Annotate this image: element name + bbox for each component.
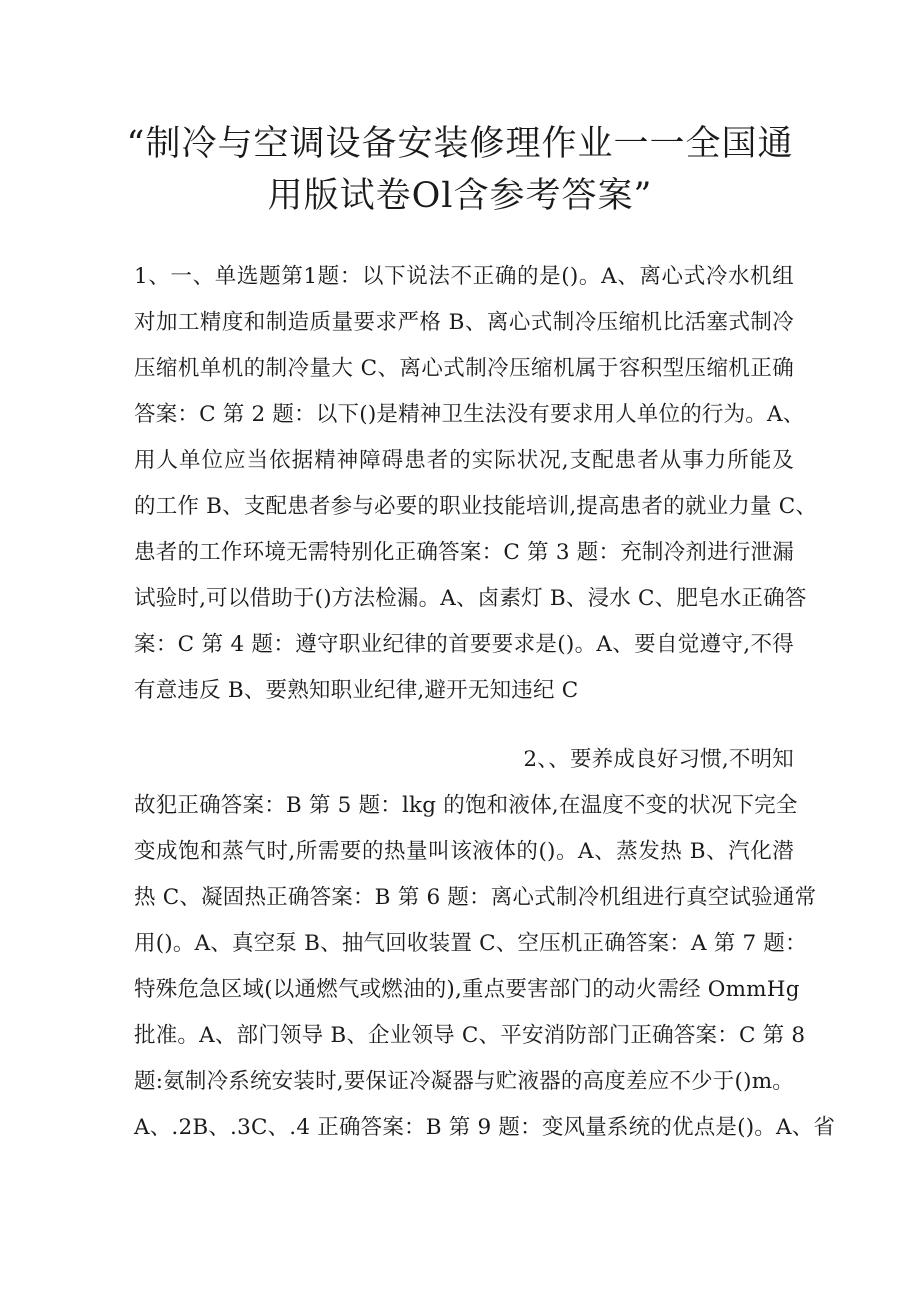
body-line: 用人单位应当依据精神障碍患者的实际状况,支配患者从事力所能及 [134, 448, 794, 473]
body-line: 对加工精度和制造质量要求严格 B、离心式制冷压缩机比活塞式制冷 [134, 310, 794, 335]
body-line: 批准。A、部门领导 B、企业领导 C、平安消防部门正确答案：C 第 8 [134, 1023, 806, 1048]
body-line: 的工作 B、支配患者参与必要的职业技能培训,提高患者的就业力量 C、 [134, 494, 818, 519]
body-line: 试验时,可以借助于()方法检漏。A、卤素灯 B、浸水 C、肥皂水正确答 [134, 586, 807, 611]
body-line: 压缩机单机的制冷量大 C、离心式制冷压缩机属于容积型压缩机正确 [134, 356, 794, 381]
document-title-line-1: “制冷与空调设备安装修理作业一一全国通 [126, 124, 794, 164]
section-number-line: 2、、要养成良好习惯,不明知 [523, 747, 794, 772]
body-line: 案：C 第 4 题：遵守职业纪律的首要要求是()。A、要自觉遵守,不得 [134, 632, 794, 657]
body-line: 答案：C 第 2 题：以下()是精神卫生法没有要求用人单位的行为。A、 [134, 402, 805, 427]
body-line: 患者的工作环境无需特别化正确答案：C 第 3 题：充制冷剂进行泄漏 [134, 540, 794, 565]
body-line: 特殊危急区域(以通燃气或燃油的),重点要害部门的动火需经 OmmHg [134, 977, 800, 1002]
body-line: 变成饱和蒸气时,所需要的热量叫该液体的()。A、蒸发热 B、汽化潜 [134, 839, 794, 864]
body-line: 用()。A、真空泵 B、抽气回收装置 C、空压机正确答案：A 第 7 题： [134, 931, 807, 956]
document-title-line-2: 用版试卷Ol含参考答案” [267, 176, 653, 216]
body-line: 题:氨制冷系统安装时,要保证冷凝器与贮液器的高度差应不少于()m。 [134, 1069, 794, 1094]
body-line: 有意违反 B、要熟知职业纪律,避开无知违纪 C [134, 678, 579, 703]
body-line: 热 C、凝固热正确答案：B 第 6 题：离心式制冷机组进行真空试验通常 [134, 885, 817, 910]
body-line: 1、一、单选题第1题：以下说法不正确的是()。A、离心式冷水机组 [134, 264, 794, 289]
body-line: 故犯正确答案：B 第 5 题：lkg 的饱和液体,在温度不变的状况下完全 [134, 793, 798, 818]
body-line: A、.2B、.3C、.4 正确答案：B 第 9 题：变风量系统的优点是()。A、省 [134, 1115, 836, 1140]
